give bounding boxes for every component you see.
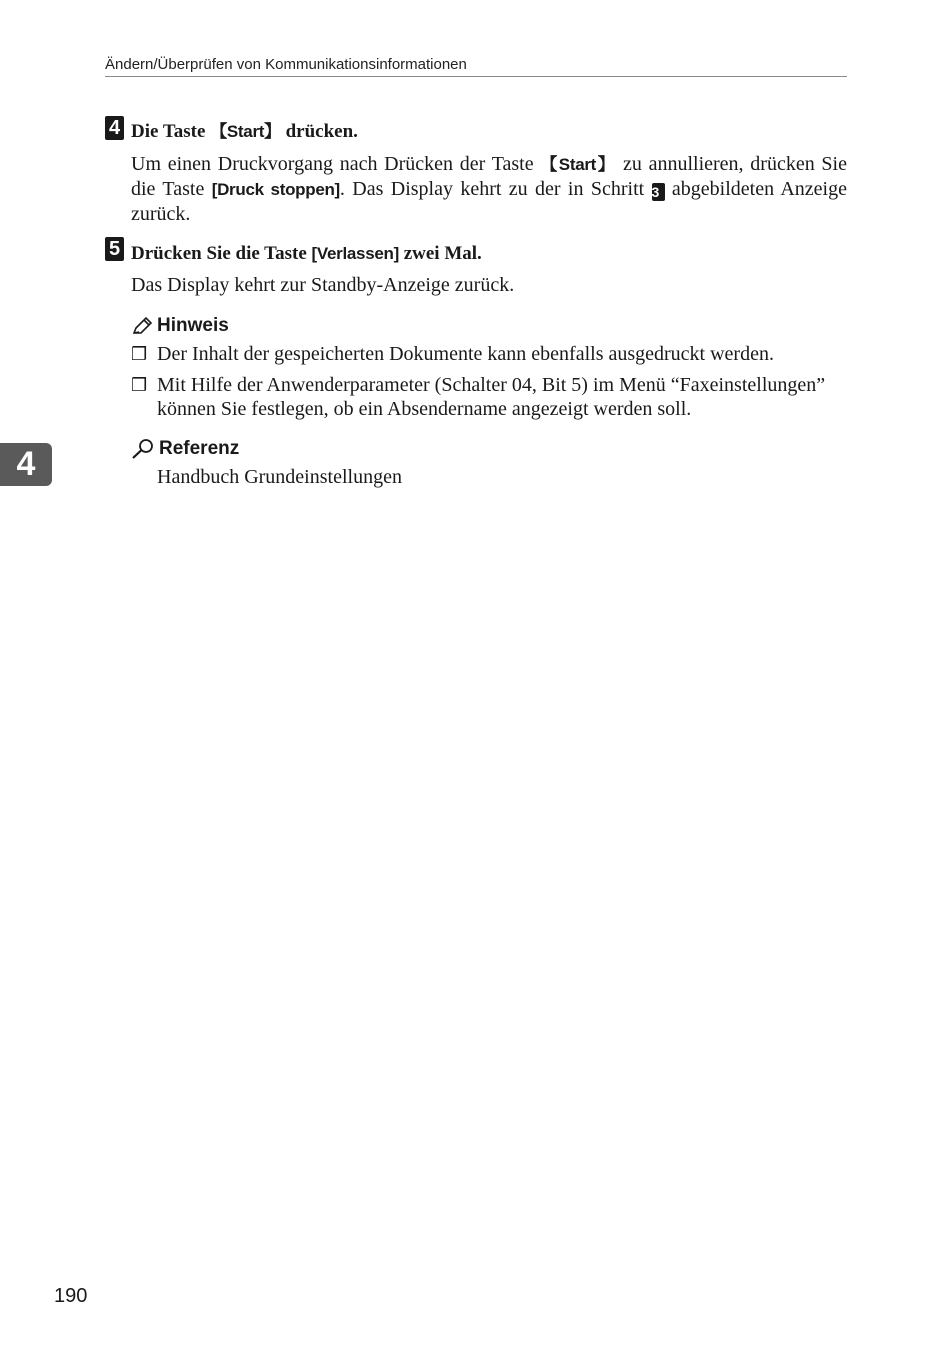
step-4-title bbox=[131, 120, 358, 144]
page-number: 190 bbox=[54, 1285, 88, 1307]
start-key-label: 【Start】 bbox=[210, 122, 281, 141]
note-item-2 bbox=[131, 373, 847, 421]
running-header: Ändern/Überprüfen von Kommunikationsinformationen bbox=[105, 56, 847, 77]
reference-heading bbox=[131, 437, 239, 461]
step-5-body: Das Display kehrt zur Standby-Anzeige zurück. bbox=[131, 274, 515, 296]
checkbox-bullet-icon: ❒ bbox=[131, 344, 148, 364]
step-4-title-pre: Die Taste bbox=[131, 121, 211, 142]
magnifier-icon bbox=[131, 438, 155, 460]
note-item-1 bbox=[131, 342, 847, 366]
step-4-body bbox=[131, 152, 847, 226]
step-5-title-post: zwei Mal. bbox=[398, 243, 482, 264]
chapter-tab: 4 bbox=[0, 443, 52, 486]
step-number-5: 5 bbox=[105, 237, 124, 261]
step-4-body-part4: abgebildeten Anzeige zurück. bbox=[131, 178, 847, 225]
step-5-title-pre: Drücken Sie die Taste bbox=[131, 243, 312, 264]
step-5-title bbox=[131, 242, 482, 266]
note-heading-label: Hinweis bbox=[157, 315, 229, 336]
step-number-4: 4 bbox=[105, 116, 124, 140]
note-item-2-text: Mit Hilfe der Anwenderparameter (Schalter 04, Bit 5) im Menü “Faxeinstellungen” können Sie festlegen, ob ein Absendername angezeigt werden soll. bbox=[157, 374, 826, 420]
step-4-body-part1: Um einen Druckvorgang nach Drücken der Taste bbox=[131, 153, 541, 175]
step-4-body-part2: zu annullieren, drücken Sie die Taste bbox=[131, 153, 847, 200]
step-4-title-post: drücken. bbox=[280, 121, 358, 142]
stop-print-key-label: [Druck stoppen] bbox=[211, 180, 340, 199]
start-key-label-inline: 【Start】 bbox=[540, 155, 617, 174]
note-item-1-text: Der Inhalt der gespeicherten Dokumente kann ebenfalls ausgedruckt werden. bbox=[157, 343, 774, 365]
reference-heading-label: Referenz bbox=[159, 438, 240, 459]
pencil-icon bbox=[131, 316, 153, 336]
checkbox-bullet-icon: ❒ bbox=[131, 375, 148, 395]
exit-key-label: [Verlassen] bbox=[311, 244, 399, 263]
reference-text: Handbuch Grundeinstellungen bbox=[157, 466, 402, 488]
step-4-body-part3: . Das Display kehrt zu der in Schritt bbox=[339, 178, 652, 200]
step-reference-3: 3 bbox=[652, 183, 665, 201]
note-heading bbox=[131, 314, 229, 338]
